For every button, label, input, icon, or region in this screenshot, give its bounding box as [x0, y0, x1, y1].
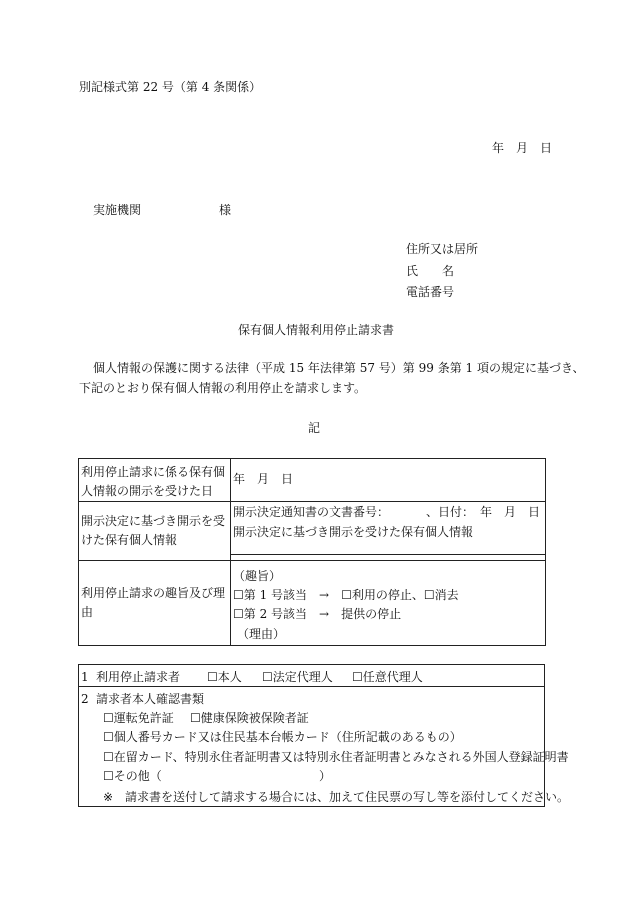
cell-divider: [231, 554, 545, 555]
disclosure-date-value: 年 月 日: [233, 472, 294, 486]
purpose-heading: （趣旨）: [233, 569, 282, 583]
purpose-reason-label: 利用停止請求の趣旨及び理由: [81, 586, 226, 619]
section1-label: 利用停止請求者: [96, 670, 181, 684]
disclosure-date-label: 利用停止請求に係る保有個人情報の開示を受けた日: [81, 465, 226, 498]
section1-number: 1: [81, 670, 89, 684]
addressee-honorific: 様: [219, 203, 232, 217]
date-line: 年 月 日: [492, 141, 553, 155]
item1-checkbox-row: [233, 589, 459, 601]
disclosed-info-label: 開示決定に基づき開示を受けた保有個人情報: [81, 514, 226, 547]
id-other-close-paren: ）: [319, 769, 332, 783]
item1-checkbox[interactable]: ☐: [233, 588, 244, 602]
id-health-insurance-checkbox[interactable]: ☐健康保険被保険者証: [190, 711, 309, 725]
disclosed-info-value-cell: [231, 502, 546, 561]
section2-number: 2: [81, 692, 89, 706]
applicant-address-label: 住所又は居所: [406, 242, 479, 256]
id-residence-card-checkbox[interactable]: ☐在留カード、特別永住者証明書又は特別永住者証明書とみなされる外国人登録証明書: [103, 750, 569, 764]
form-number: 別記様式第 22 号（第 4 条関係）: [79, 80, 262, 94]
purpose-reason-label-cell: [79, 561, 231, 646]
body-text-line-1: 個人情報の保護に関する法律（平成 15 年法律第 57 号）第 99 条第 1 項の規定に基づき、: [93, 361, 585, 375]
disclosure-date-label-cell: [79, 459, 231, 502]
disclosure-date-value-cell: [231, 459, 546, 502]
document-title: 保有個人情報利用停止請求書: [238, 323, 395, 337]
doc-date-label: 、日付： 年 月 日: [426, 505, 541, 519]
requester-voluntary-agent-checkbox[interactable]: ☐任意代理人: [352, 670, 423, 684]
request-details-table: [78, 458, 546, 646]
addressee-label: 実施機関: [93, 203, 142, 217]
item2-checkbox-row: [233, 608, 401, 620]
requester-section-box: [78, 664, 570, 807]
section2-label: 請求者本人確認書類: [96, 692, 205, 706]
disclosed-info-text: 開示決定に基づき開示を受けた保有個人情報: [233, 525, 474, 539]
disclosed-info-label-cell: [79, 502, 231, 561]
note-mark: ※: [103, 790, 114, 804]
id-drivers-license-checkbox[interactable]: ☐運転免許証: [103, 711, 174, 725]
ki-heading: 記: [308, 421, 321, 435]
item2-checkbox[interactable]: ☐: [233, 607, 244, 621]
body-text-line-2: 下記のとおり保有個人情報の利用停止を請求します。: [79, 381, 367, 395]
doc-number-label: 開示決定通知書の文書番号：: [233, 505, 390, 519]
applicant-name-label: 氏 名: [406, 264, 455, 278]
requester-self-checkbox[interactable]: ☐本人: [207, 670, 242, 684]
id-mynumber-card-checkbox[interactable]: ☐個人番号カード又は住民基本台帳カード（住所記載のあるもの）: [103, 730, 462, 744]
section-divider: [79, 686, 544, 687]
purpose-reason-value-cell: [231, 561, 546, 646]
applicant-phone-label: 電話番号: [406, 285, 455, 299]
item1-text: 第 1 号該当 → ☐利用の停止、☐消去: [243, 588, 459, 602]
item2-text: 第 2 号該当 → 提供の停止: [243, 607, 402, 621]
note-text: 請求書を送付して請求する場合には、加えて住民票の写し等を添付してください。: [125, 790, 570, 804]
reason-heading: （理由）: [237, 627, 286, 641]
requester-legal-agent-checkbox[interactable]: ☐法定代理人: [262, 670, 333, 684]
id-other-checkbox[interactable]: ☐その他（: [103, 769, 162, 783]
